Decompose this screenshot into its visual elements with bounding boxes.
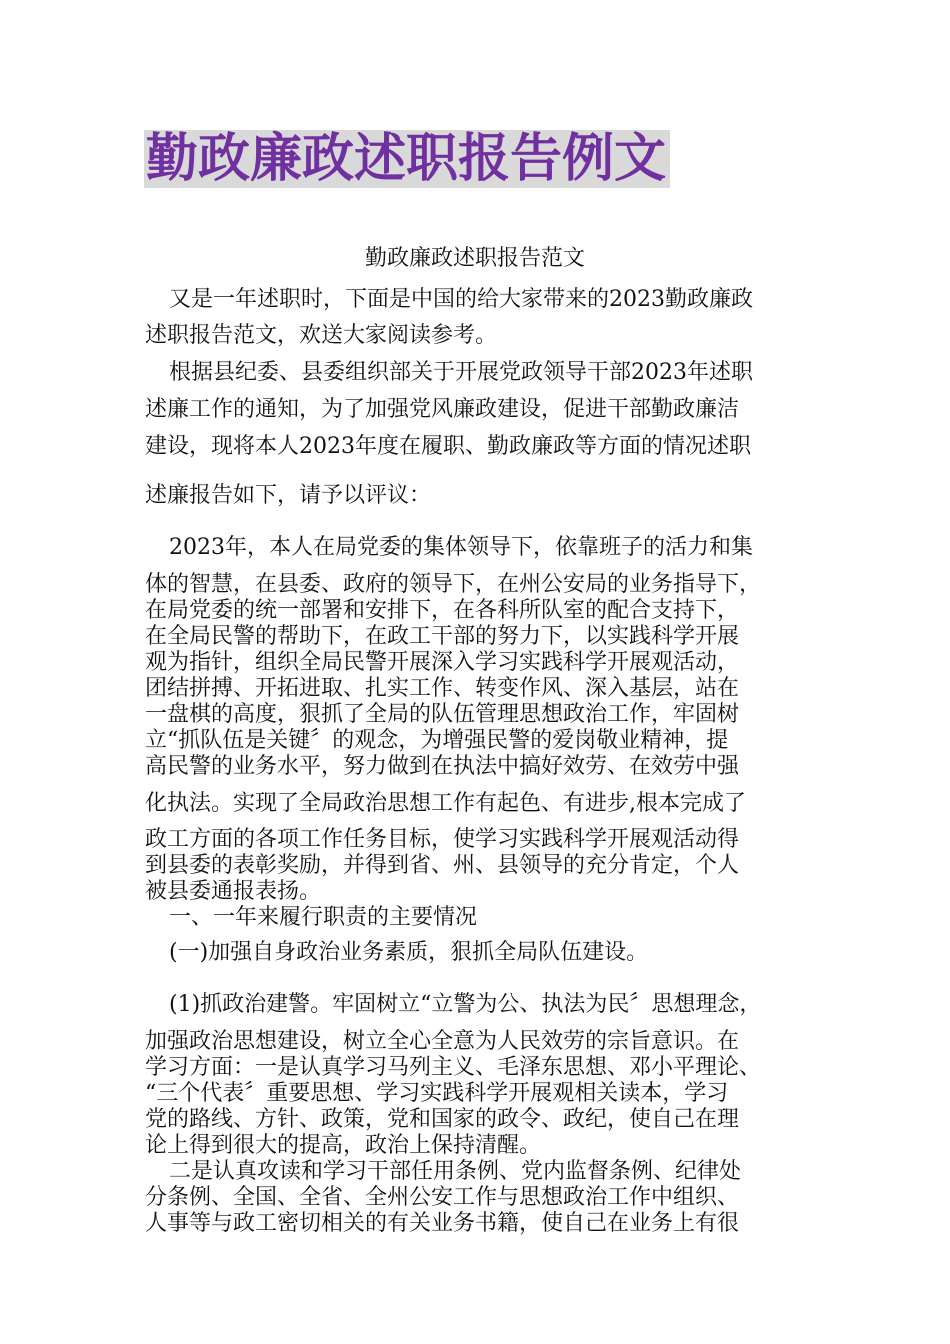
document-title: 勤政廉政述职报告例文 <box>144 130 670 188</box>
text-line: 2023年，本人在局党委的集体领导下，依靠班子的活力和集 <box>169 535 753 560</box>
text-line: 被县委通报表扬。 <box>145 879 322 904</box>
text-line: 观为指针，组织全局民警开展深入学习实践科学开展观活动， <box>145 650 740 675</box>
text-line: 化执法。实现了全局政治思想工作有起色、有进步,根本完成了 <box>145 791 746 816</box>
subsection-heading: (一)加强自身政治业务素质，狠抓全局队伍建设。 <box>169 940 649 965</box>
text-line: 政工方面的各项工作任务目标，使学习实践科学开展观活动得 <box>145 827 740 852</box>
text-line: “三个代表〞重要思想、学习实践科学开展观相关读本，学习 <box>145 1081 729 1106</box>
text-line: 又是一年述职时，下面是中国的给大家带来的2023勤政廉政 <box>169 287 753 312</box>
text-line: 二是认真攻读和学习干部任用条例、党内监督条例、纪律处 <box>169 1159 742 1184</box>
text-line: 体的智慧，在县委、政府的领导下，在州公安局的业务指导下， <box>145 572 762 597</box>
section-heading: 一、一年来履行职责的主要情况 <box>169 905 478 930</box>
text-line: 根据县纪委、县委组织部关于开展党政领导干部2023年述职 <box>169 360 753 385</box>
text-line: 述廉工作的通知，为了加强党风廉政建设，促进干部勤政廉洁 <box>145 397 740 422</box>
text-line: 加强政治思想建设，树立全心全意为人民效劳的宗旨意识。在 <box>145 1029 740 1054</box>
text-line: 述职报告范文，欢送大家阅读参考。 <box>145 323 498 348</box>
text-line: 述廉报告如下，请予以评议： <box>145 483 432 508</box>
text-line: 立“抓队伍是关键〞的观念，为增强民警的爱岗敬业精神，提 <box>145 728 729 753</box>
text-line: (1)抓政治建警。牢固树立“立警为公、执法为民〞思想理念， <box>169 992 762 1017</box>
text-line: 论上得到很大的提高，政治上保持清醒。 <box>145 1133 542 1158</box>
text-line: 党的路线、方针、政策，党和国家的政令、政纪，使自己在理 <box>145 1107 740 1132</box>
text-line: 团结拼搏、开拓进取、扎实工作、转变作风、深入基层，站在 <box>145 676 740 701</box>
text-line: 人事等与政工密切相关的有关业务书籍，使自己在业务上有很 <box>145 1211 740 1236</box>
text-line: 在全局民警的帮助下，在政工干部的努力下，以实践科学开展 <box>145 624 740 649</box>
text-line: 高民警的业务水平，努力做到在执法中搞好效劳、在效劳中强 <box>145 754 740 779</box>
text-line: 学习方面：一是认真学习马列主义、毛泽东思想、邓小平理论、 <box>145 1055 762 1080</box>
text-line: 建设，现将本人2023年度在履职、勤政廉政等方面的情况述职 <box>145 434 751 459</box>
text-line: 到县委的表彰奖励，并得到省、州、县领导的充分肯定，个人 <box>145 853 740 878</box>
text-line: 一盘棋的高度，狠抓了全局的队伍管理思想政治工作，牢固树 <box>145 702 740 727</box>
text-line: 在局党委的统一部署和安排下，在各科所队室的配合支持下， <box>145 598 740 623</box>
document-subtitle: 勤政廉政述职报告范文 <box>364 246 585 271</box>
text-line: 分条例、全国、全省、全州公安工作与思想政治工作中组织、 <box>145 1185 740 1210</box>
